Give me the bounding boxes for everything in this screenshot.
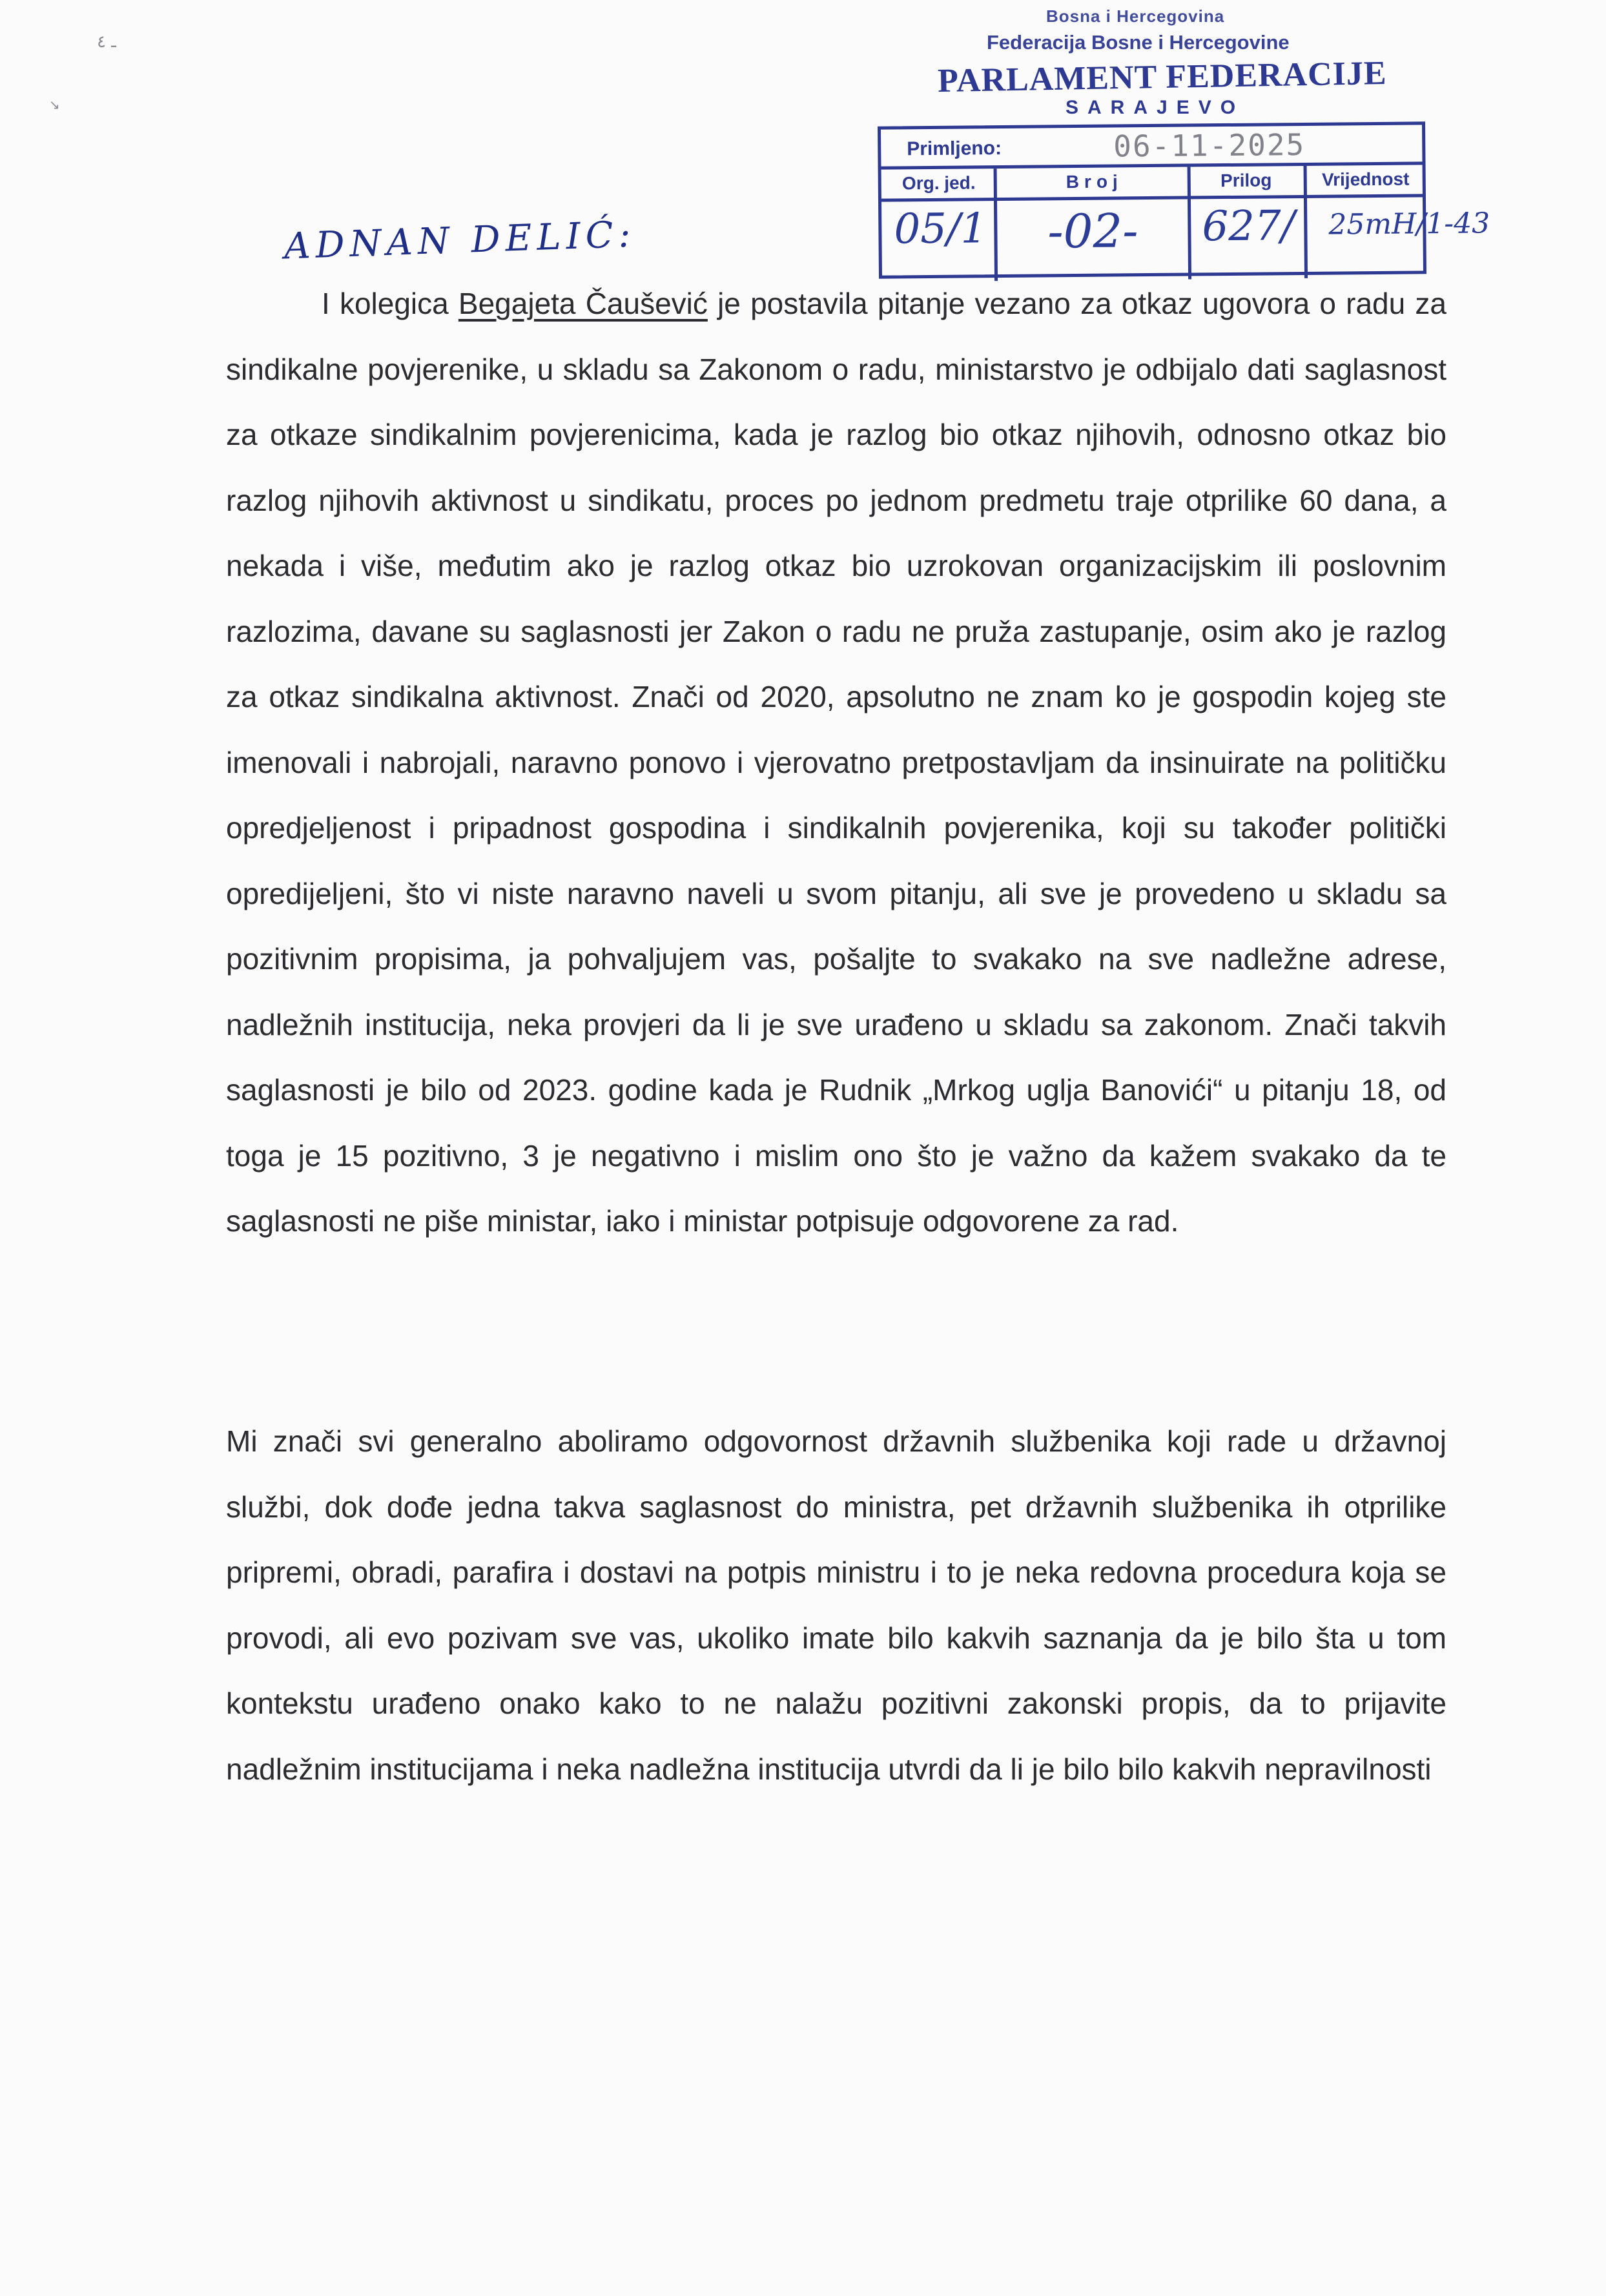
stamp-header-vrijednost: Vrijednost (1321, 169, 1410, 190)
underlined-name: Begajeta Čaušević (458, 287, 708, 320)
stamp-country: Bosna i Hercegovina (1046, 6, 1225, 26)
stamp-received-label: Primljeno: (907, 138, 1002, 160)
stamp-header-org: Org. jed. (901, 172, 976, 194)
stamp-registry-box (878, 121, 1490, 278)
stamp-federation: Federacija Bosne i Hercegovine (987, 31, 1290, 54)
registry-stamp (878, 6, 1490, 278)
stamp-received-row (881, 125, 1423, 169)
scan-speck: ↘ (49, 97, 60, 112)
stamp-city: SARAJEVO (1066, 97, 1245, 118)
speaker-name: ADNAN DELIĆ: (283, 213, 637, 268)
paragraph-1-body: je postavila pitanje vezano za otkaz ugovora o radu za sindikalne povjerenike, u skladu sa Zakonom o radu, ministarstvo je odbijalo dati saglasnost za otkaze sindikalnim povjerenicima, kada je razlog bio otkaz njihovih, odnosno otkaz bio razlog njihovih aktivnost u sindikatu, proces po jednom predmetu traje otprilike 60 dana, a nekada i više, međutim ako je razlog otkaz bio uzrokovan organizacijskim ili poslovnim razlozima, davane su saglasnosti jer Zakon o radu ne pruža zastupanje, osim ako je razlog za otkaz sindikalna aktivnost. Znači od 2020, apsolutno ne znam ko je gospodin kojeg ste imenovali i nabrojali, naravno ponovo i vjerovatno pretpostavljam da insinuirate na političku opredjeljenost i pripadnost gospodina i sindikalnih povjerenika, koji su također politički opredijeljeni, što vi niste naravno naveli u svom pitanju, ali sve je provedeno u skladu sa pozitivnim propisima, ja pohvaljujem vas, pošaljte to svakako na sve nadležne adrese, nadležnih institucija, neka provjeri da li je sve urađeno u skladu sa zakonom. Znači takvih saglasnosti je bilo od 2023. godine kada je Rudnik „Mrkog uglja Banovići“ u pitanju 18, od toga je 15 pozitivno, 3 je negativno i mislim ono što je važno da kažem svakako da te saglasnosti ne piše ministar, iako i ministar potpisuje odgovorene za rad. (226, 287, 1446, 1238)
stamp-header-prilog: Prilog (1220, 170, 1272, 191)
stamp-received-date: 06-11-2025 (1113, 127, 1306, 164)
stamp-header-row (881, 165, 1423, 201)
paragraph-1 (226, 271, 1446, 1255)
stamp-broj-value: -02- (1047, 203, 1138, 259)
stamp-header-broj: Broj (1066, 171, 1123, 192)
scan-speck: ـ ٤ (97, 32, 116, 52)
paragraph-2: Mi znači svi generalno aboliramo odgovornost državnih službenika koji rade u državnoj službi, dok dođe jedna takva saglasnost do ministra, pet državnih službenika ih otprilike pripremi, obradi, parafira i dostavi na potpis ministru i to je neka redovna procedura koja se provodi, ali evo pozivam sve vas, ukoliko imate bilo kakvih saznanja da je bilo šta u tom kontekstu urađeno onako kako to ne nalažu pozitivni zakonski propis, da to prijavite nadležnim institucijama i neka nadležna institucija utvrdi da li je bilo bilo kakvih nepravilnosti (226, 1424, 1446, 1786)
stamp-org-jed-value: 05/1 (894, 205, 987, 254)
stamp-parliament: PARLAMENT FEDERACIJE (937, 54, 1388, 100)
stamp-vrijednost-value: 25mH/1-43 (1328, 207, 1490, 241)
stamp-prilog-value: 627/ (1202, 202, 1295, 251)
paragraph-1-opening: I kolegica (322, 287, 458, 320)
